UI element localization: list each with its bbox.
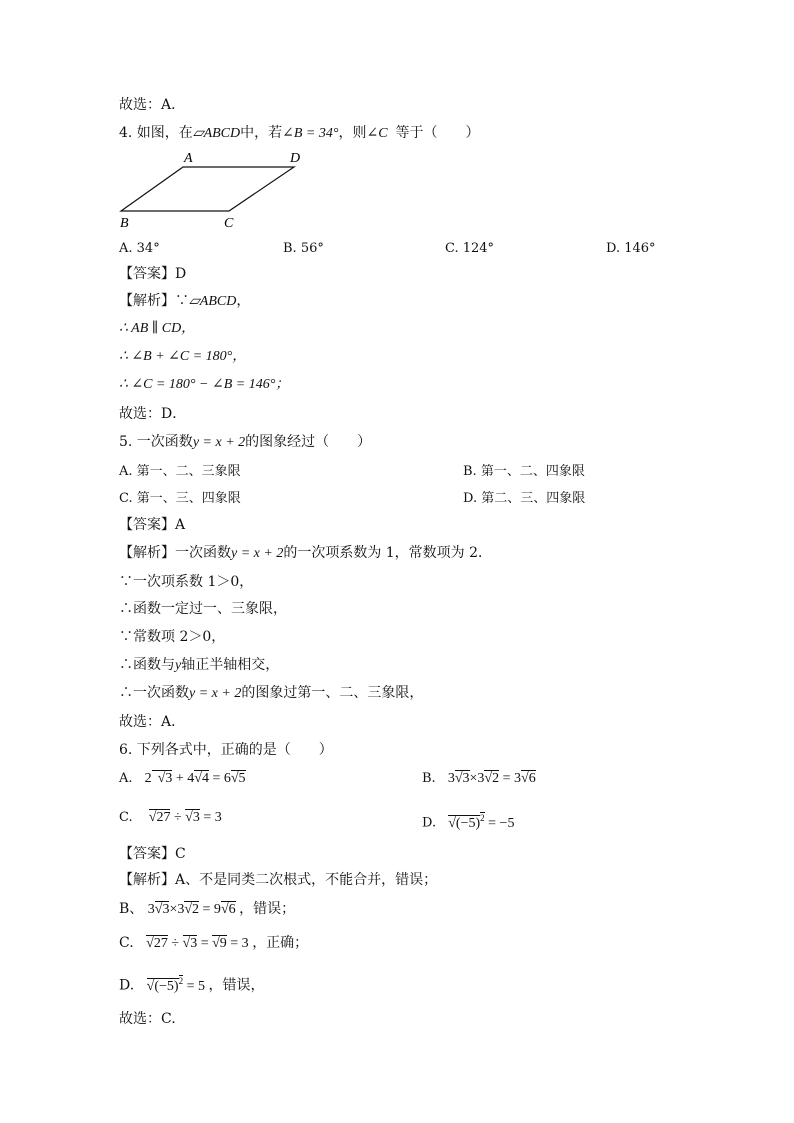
q5-exp4-pre: ∴函数与 xyxy=(119,657,175,673)
text-line: 故选：A． xyxy=(119,97,186,113)
function-y-x-2: y = x + 2 xyxy=(192,435,246,450)
q4-mid: 中，若 xyxy=(240,125,283,141)
q5-exp-line3: ∵常数项 2＞0， xyxy=(119,629,226,645)
q6-exp-d-label: D. xyxy=(119,977,135,994)
q5-prefix: 5. 一次函数 xyxy=(119,434,193,450)
q4-option-b: B. 56° xyxy=(283,241,324,256)
q6-exp-d xyxy=(119,972,264,996)
question-4-stem xyxy=(119,124,480,143)
q5-option-d: D. 第二、三、四象限 xyxy=(463,491,586,506)
q4-choose: 故选：D． xyxy=(119,406,187,422)
q6-exp-b-expr: 3√3×3√2 = 9√6 xyxy=(147,902,236,917)
q6-answer: 【答案】C xyxy=(119,846,186,862)
q5-exp-line1: ∵一次项系数 1＞0， xyxy=(119,574,254,590)
angle-c: ∠C xyxy=(366,126,388,141)
q5-explanation xyxy=(119,544,492,563)
q4-option-a: A. 34° xyxy=(119,241,160,256)
q4-exp-line3: ∴ ∠C = 180° − ∠B = 146°； xyxy=(119,377,290,392)
vertex-label-b: B xyxy=(120,216,129,231)
q6-option-a xyxy=(119,770,246,788)
q4-option-d: D. 146° xyxy=(606,241,656,256)
q6-option-c-expr: √27 ÷ √3 = 3 xyxy=(148,810,222,825)
q5-exp5-pre: ∴一次函数 xyxy=(119,685,189,701)
q4-answer: 【答案】D xyxy=(119,266,187,282)
q6-option-b xyxy=(422,770,536,788)
q6-exp-c-label: C. xyxy=(119,935,134,951)
q4-then: ，则 xyxy=(338,125,367,141)
q5-exp-prefix: 【解析】一次函数 xyxy=(119,545,231,561)
q6-exp-c xyxy=(119,934,308,953)
q6-option-c xyxy=(119,809,222,827)
q6-option-a-letter: A. xyxy=(119,771,133,786)
q6-exp-d-verdict: ，错误， xyxy=(208,977,265,994)
q6-option-b-expr: 3√3×3√2 = 3√6 xyxy=(447,771,536,786)
q6-option-a-expr: 2 √ 3 + 4√4 = 6√5 xyxy=(144,771,246,786)
vertex-label-c: C xyxy=(224,216,234,231)
q6-exp-b-verdict: ，错误； xyxy=(239,901,296,917)
q6-option-b-letter: B. xyxy=(422,771,436,786)
q5-choose: 故选：A． xyxy=(119,714,186,730)
q6-choose: 故选：C. xyxy=(119,1011,176,1027)
q5-exp-suffix: 的一次项系数为 1，常数项为 2． xyxy=(283,545,493,561)
vertex-label-a: A xyxy=(184,151,193,166)
q5-option-c: C. 第一、三、四象限 xyxy=(119,491,241,506)
q6-option-d-expr: $√(-5)^2 = -5$ xyxy=(448,813,515,831)
q5-exp-line4 xyxy=(119,656,279,675)
q6-option-c-letter: C. xyxy=(119,810,133,825)
q4-exp-line2: ∴ ∠B + ∠C = 180°， xyxy=(119,349,247,364)
q5-exp5-post: 的图象过第一、二、三象限， xyxy=(241,685,424,701)
q6-exp-c-expr: √27 ÷ √3 = √9 = 3 xyxy=(146,936,249,951)
q4-suffix: 等于（ ） xyxy=(395,125,480,141)
q6-option-d-letter: D. xyxy=(422,815,437,831)
q4-option-c: C. 124° xyxy=(445,241,495,256)
question-6-stem: 6. 下列各式中，正确的是（ ） xyxy=(119,742,333,758)
q6-exp-b-label: B、 xyxy=(119,901,144,917)
q6-exp-c-verdict: ，正确； xyxy=(252,935,309,951)
q5-exp4-post: 轴正半轴相交， xyxy=(181,657,280,673)
q5-exp-line2: ∴函数一定过一、三象限， xyxy=(119,601,287,617)
angle-b-34: ∠B = 34° xyxy=(282,126,339,141)
q6-exp-b xyxy=(119,900,295,919)
q5-option-b: B. 第一、二、四象限 xyxy=(463,464,585,479)
q5-answer: 【答案】A xyxy=(119,517,186,533)
parallelogram-abcd: ⏥ABCD xyxy=(192,126,241,141)
q4-prefix: 4. 如图，在 xyxy=(119,125,193,141)
function-y-x-2: y = x + 2 xyxy=(189,686,242,701)
q5-option-a: A. 第一、二、三象限 xyxy=(119,464,241,479)
y-variable: y xyxy=(175,658,182,673)
question-5-stem xyxy=(119,433,371,452)
function-y-x-2: y = x + 2 xyxy=(231,546,284,561)
q6-exp-d-expr: $√(-5)^2 = 5$ xyxy=(146,976,205,994)
q5-suffix: 的图象经过（ ） xyxy=(245,434,372,450)
vertex-label-d: D xyxy=(290,151,301,166)
q4-exp-label: 【解析】∵ xyxy=(119,293,189,309)
q4-explanation: 【解析】∵⏥ABCD， xyxy=(119,293,251,309)
q5-exp-line5 xyxy=(119,684,423,703)
q6-option-d xyxy=(422,809,514,833)
parallelogram-figure xyxy=(115,148,315,232)
q6-exp-a: 【解析】A、不是同类二次根式，不能合并，错误； xyxy=(119,872,438,888)
parallelogram-abcd-2: ⏥ABCD xyxy=(189,294,237,309)
q4-exp-line1: ∴ AB ∥ CD， xyxy=(119,321,196,336)
